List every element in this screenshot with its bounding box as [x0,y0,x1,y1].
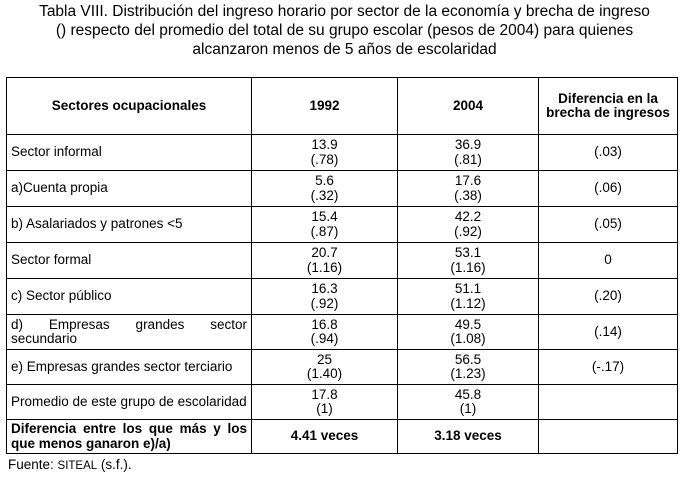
value-2004: 45.8 [454,386,482,402]
cell-1992 [252,315,398,350]
cell-difference: (-.17) [539,350,678,385]
header-1992: 1992 [252,78,398,135]
gap-2004: (.81) [454,151,482,167]
cell-2004 [398,385,539,420]
gap-2004: (1.12) [450,295,486,311]
value-1992: 17.8 [311,386,338,402]
row-sector: Sector informal [7,135,252,171]
gap-1992: (1) [316,401,333,416]
value-1992: 5.6 [315,173,334,188]
cell-difference: (.03) [539,135,678,171]
row-sector: Sector formal [7,243,252,279]
gap-1992: (.32) [310,187,339,203]
cell-difference [539,385,678,420]
cell-1992 [252,207,398,243]
source-name: SITEAL [57,460,98,472]
table-row [7,350,678,385]
gap-2004: (1) [459,401,477,416]
source-label: Fuente: [8,457,58,472]
row-sector: b) Asalariados y patrones <5 [7,207,252,243]
gap-2004: (1.08) [450,331,486,346]
summary-difference [539,420,678,454]
value-2004: 17.6 [454,173,482,188]
cell-1992 [252,385,398,420]
summary-2004: 3.18 veces [398,420,539,454]
table-row [7,315,678,350]
cell-2004 [398,135,539,171]
row-sector: d) Empresas grandes sector secundario [7,315,252,350]
cell-1992 [252,243,398,279]
table-row [7,171,678,207]
header-sector: Sectores ocupacionales [7,78,252,135]
income-table [6,77,678,454]
table-title [0,2,689,59]
table-row [7,207,678,243]
gap-2004: (1.16) [450,259,486,275]
value-1992: 16.3 [311,281,338,296]
cell-1992 [252,171,398,207]
cell-2004 [398,315,539,350]
cell-2004 [398,243,539,279]
gap-2004: (.92) [454,223,482,239]
row-sector: e) Empresas grandes sector terciario [7,350,252,385]
gap-1992: (.94) [310,331,339,346]
gap-1992: (.87) [310,223,339,239]
row-sector: Promedio de este grupo de escolaridad [7,385,252,420]
cell-difference: 0 [539,243,678,279]
cell-2004 [398,207,539,243]
gap-1992: (1.40) [306,366,343,381]
summary-row [7,420,678,454]
value-2004: 56.5 [454,351,482,367]
cell-1992 [252,279,398,315]
gap-2004: (.38) [454,187,482,203]
cell-1992 [252,350,398,385]
row-sector: a)Cuenta propia [7,171,252,207]
gap-1992: (.78) [310,151,339,167]
row-sector: c) Sector público [7,279,252,315]
table-row [7,385,678,420]
value-1992: 13.9 [311,137,338,152]
value-2004: 36.9 [454,137,482,152]
title-line-3: alcanzaron menos de 5 años de escolaridad [192,41,497,58]
source-rest: (s.f.). [97,457,132,472]
gap-1992: (.92) [310,295,339,311]
cell-difference: (.05) [539,207,678,243]
source-note [8,457,132,474]
header-row [7,78,678,135]
title-line-1: Tabla VIII. Distribución del ingreso horario por sector de la economía y brecha de ingreso [39,3,650,20]
value-1992: 16.8 [311,316,338,332]
value-2004: 51.1 [454,281,482,296]
cell-difference: (.14) [539,315,678,350]
value-1992: 20.7 [311,245,338,260]
table-row [7,135,678,171]
value-2004: 53.1 [454,245,482,260]
title-line-2: () respecto del promedio del total de su grupo escolar (pesos de 2004) para quienes [55,22,634,39]
value-1992: 25 [316,351,333,367]
cell-2004 [398,350,539,385]
header-2004: 2004 [398,78,539,135]
gap-2004: (1.23) [450,366,486,381]
value-2004: 49.5 [454,316,482,332]
cell-difference: (.06) [539,171,678,207]
cell-1992 [252,135,398,171]
summary-label: Diferencia entre los que más y los que menos ganaron e)/a) [7,420,252,454]
cell-2004 [398,279,539,315]
cell-difference: (.20) [539,279,678,315]
table-row [7,243,678,279]
header-difference: Diferencia en la brecha de ingresos [539,78,678,135]
value-1992: 15.4 [311,209,338,224]
summary-1992: 4.41 veces [252,420,398,454]
cell-2004 [398,171,539,207]
table-row [7,279,678,315]
value-2004: 42.2 [454,209,482,224]
gap-1992: (1.16) [306,259,343,275]
